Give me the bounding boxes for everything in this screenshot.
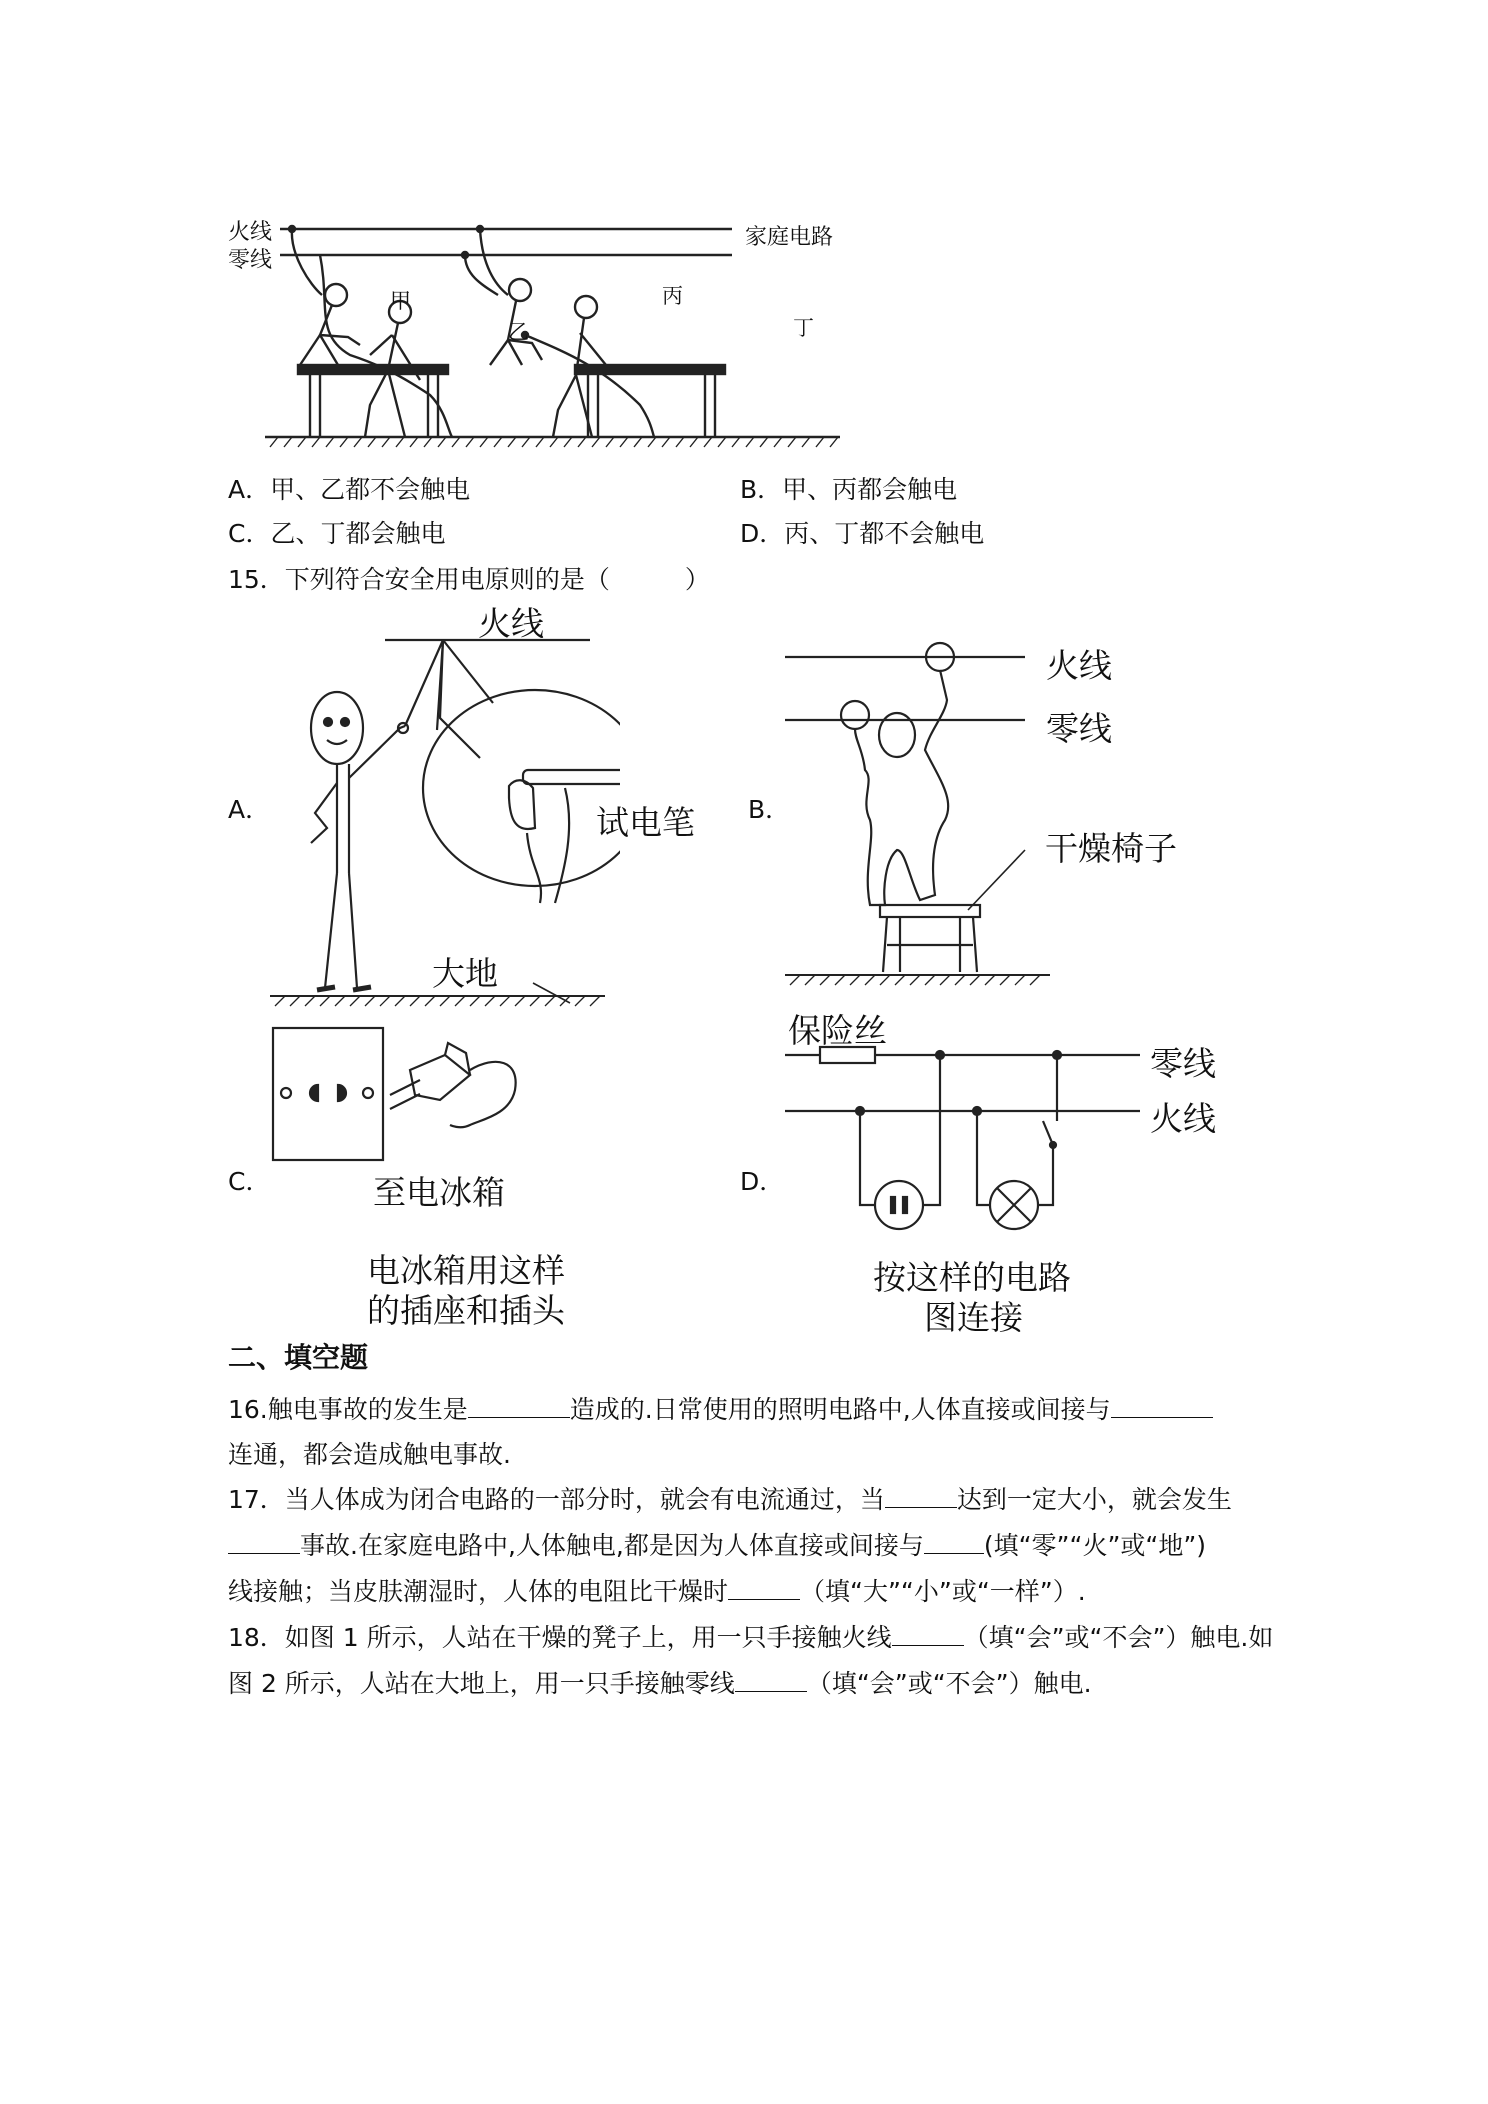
q17-text-d: (填“零”“火”或“地”) — [983, 1531, 1207, 1560]
q16-text-c: 连通，都会造成触电事故. — [228, 1440, 511, 1469]
q17-blank-3[interactable] — [924, 1531, 984, 1554]
q14-option-b[interactable] — [740, 470, 957, 506]
q17-text-f: （填“大”“小”或“一样”）. — [800, 1577, 1086, 1606]
q15-a-ground-label: 大地 — [432, 954, 498, 993]
q15-figure-d — [785, 1035, 1145, 1250]
q18-text-b: （填“会”或“不会”）触电.如 — [963, 1623, 1274, 1652]
q17-blank-2[interactable] — [228, 1531, 300, 1554]
q15-b-letter[interactable]: B． — [748, 795, 791, 824]
q18-line2 — [228, 1664, 1092, 1700]
q14-person-ding: 丁 — [793, 316, 814, 340]
q15-b-neutral-wire: 零线 — [1046, 709, 1112, 748]
q15-d-fuse-label: 保险丝 — [788, 1011, 887, 1050]
q14-person-yi: 乙 — [508, 320, 529, 344]
q17-line3 — [228, 1572, 1086, 1608]
section-title: 二、填空题 — [228, 1341, 369, 1374]
q14-fire-wire-label: 火线 — [228, 220, 273, 245]
q14-option-d[interactable] — [740, 514, 984, 550]
q16-text-a: 16.触电事故的发生是 — [228, 1395, 468, 1424]
q15-c-to-fridge: 至电冰箱 — [373, 1173, 505, 1212]
q18-line1 — [228, 1618, 1273, 1654]
q18-text-d: （填“会”或“不会”）触电. — [806, 1669, 1092, 1698]
q15-d-neutral-wire: 零线 — [1150, 1044, 1216, 1083]
q18-blank-2[interactable] — [735, 1669, 807, 1692]
q16-line2 — [228, 1435, 511, 1471]
q15-stem: 15．下列符合安全用电原则的是（ ） — [228, 565, 710, 594]
q15-figure-c — [270, 1025, 535, 1165]
q16-blank-2[interactable] — [1111, 1395, 1213, 1418]
q18-text-a: 18．如图 1 所示，人站在干燥的凳子上，用一只手接触火线 — [228, 1623, 892, 1652]
q17-text-b: 达到一定大小，就会发生 — [956, 1485, 1232, 1514]
q15-d-fire-wire: 火线 — [1150, 1099, 1216, 1138]
q15-a-fire-wire: 火线 — [478, 604, 544, 643]
q14-option-a[interactable] — [228, 470, 470, 506]
option-letter: A． — [228, 475, 271, 504]
q14-person-bing: 丙 — [662, 284, 683, 308]
q14-person-jia: 甲 — [390, 289, 411, 313]
q16-blank-1[interactable] — [468, 1395, 570, 1418]
q14-neutral-wire-label: 零线 — [228, 248, 273, 273]
q14-circuit-label: 家庭电路 — [745, 225, 834, 250]
q15-a-tester-label: 试电笔 — [596, 803, 695, 842]
q17-text-c: 事故.在家庭电路中,人体触电,都是因为人体直接或间接与 — [300, 1531, 924, 1560]
q16-text-b: 造成的.日常使用的照明电路中,人体直接或间接与 — [569, 1395, 1111, 1424]
q15-b-chair-label: 干燥椅子 — [1045, 829, 1177, 868]
q14-option-c[interactable] — [228, 514, 445, 550]
option-letter: D． — [740, 519, 785, 548]
option-text: 甲、乙都不会触电 — [270, 475, 471, 504]
q15-d-caption-line2: 图连接 — [924, 1298, 1023, 1337]
q15-c-caption-line2: 的插座和插头 — [367, 1291, 565, 1330]
q17-blank-4[interactable] — [728, 1577, 800, 1600]
option-text: 丙、丁都不会触电 — [784, 519, 985, 548]
q15-b-fire-wire: 火线 — [1046, 646, 1112, 685]
q15-c-caption-line1: 电冰箱用这样 — [367, 1251, 565, 1290]
q16-line1 — [228, 1390, 1213, 1426]
option-text: 乙、丁都会触电 — [270, 519, 446, 548]
q15-figure-b — [785, 630, 1055, 990]
option-letter: C． — [228, 519, 271, 548]
q17-text-a: 17．当人体成为闭合电路的一部分时，就会有电流通过，当 — [228, 1485, 885, 1514]
q17-line2 — [228, 1526, 1206, 1562]
option-letter: B． — [740, 475, 783, 504]
q18-blank-1[interactable] — [892, 1623, 964, 1646]
q15-a-letter[interactable]: A． — [228, 795, 271, 824]
q17-text-e: 线接触；当皮肤潮湿时，人体的电阻比干燥时 — [228, 1577, 729, 1606]
q15-d-letter[interactable]: D． — [740, 1167, 785, 1196]
q15-d-caption-line1: 按这样的电路 — [873, 1258, 1071, 1297]
q18-text-c: 图 2 所示，人站在大地上，用一只手接触零线 — [228, 1669, 735, 1698]
q17-blank-1[interactable] — [885, 1485, 957, 1508]
q15-c-letter[interactable]: C． — [228, 1167, 271, 1196]
option-text: 甲、丙都会触电 — [782, 475, 958, 504]
q17-line1 — [228, 1480, 1232, 1516]
